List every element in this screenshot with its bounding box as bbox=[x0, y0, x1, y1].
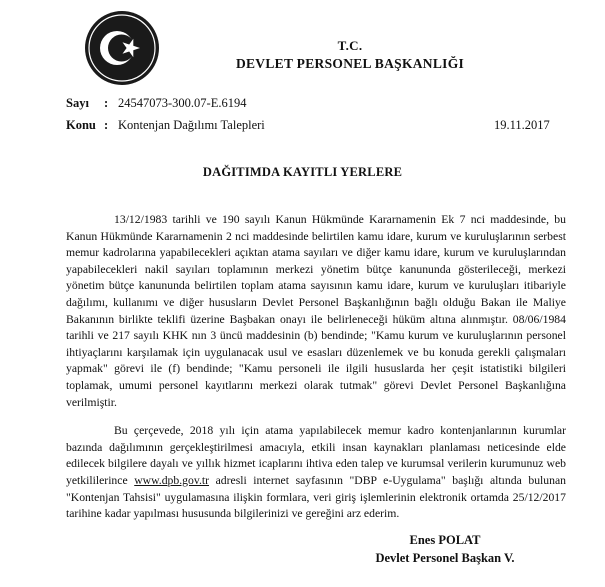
turkish-emblem-icon bbox=[84, 10, 160, 86]
signature-block bbox=[360, 531, 530, 567]
body-paragraph-1: 13/12/1983 tarihli ve 190 sayılı Kanun Hükmünde Kararnamenin Ek 7 nci maddesinde, bu Kanun Hükmünde Kararnamenin 2 nci maddesinde belirtilen kamu idare, kurum ve kuruluşlarının serbest memur kadrolarına yapabilecekleri açıktan atama sayıları ve diğer kamu idare, kurum ve kuruluşlarından yapabilecekleri nakil sayıları toplamının merkezi yönetim bütçe kanununda gösterileceği, merkezi yönetim bütçe kanununda belirtilen toplam atama sayısının kamu idare, kurum ve kuruluşları itibariyle dağılımı, kullanımı ve diğer hususların Devlet Personel Başkanlığının bağlı olduğu Bakan ile Maliye Bakanının birlikte teklifi üzerine Başbakan onayı ile belirleneceği hüküm altına alınmıştır. 08/06/1984 tarihli ve 217 sayılı KHK nın 3 üncü maddesinin (b) bendinde; "Kamu kurum ve kuruluşlarının personel ihtiyaçlarını karşılamak için uygulanacak usul ve esasları düzenlemek ve bu konuda gerekli çalışmaları yapmak" görevi ile (f) bendinde; "Kamu personeli ile ilgili hususlarda her çeşit istatistiki bilgileri toplamak, umumi personel kayıtlarını merkezi olarak tutmak" görevi Devlet Personel Başkanlığına verilmiştir. bbox=[66, 213, 566, 409]
tc-heading: T.C. bbox=[337, 38, 363, 53]
sayi-separator: : bbox=[104, 96, 109, 110]
document-date: 19.11.2017 bbox=[494, 118, 550, 132]
konu-row bbox=[66, 118, 265, 133]
letter-body bbox=[66, 212, 566, 523]
signatory-name: Enes POLAT bbox=[409, 533, 481, 547]
konu-value: Kontenjan Dağılımı Talepleri bbox=[118, 118, 265, 132]
sayi-row bbox=[66, 96, 246, 111]
paragraph-2-text-end: adresli internet sayfasının "DBP e-Uygulama" başlığı altında bulunan "Kontenjan Tahsisi" uygulamasına ilişkin formlara, veri giriş işlemlerinin elektronik ortamda 25/12/2017 tarihine kadar yapılması hususunda bilgilerinizi ve gereğini arz ederim. bbox=[66, 473, 567, 521]
konu-label: Konu bbox=[66, 118, 96, 132]
sayi-label: Sayı bbox=[66, 96, 89, 110]
recipients-heading: DAĞITIMDA KAYITLI YERLERE bbox=[202, 165, 403, 179]
konu-separator: : bbox=[104, 118, 109, 132]
sayi-value: 24547073-300.07-E.6194 bbox=[118, 96, 247, 110]
signatory-title: Devlet Personel Başkan V. bbox=[375, 551, 515, 565]
body-paragraph-2 bbox=[66, 423, 566, 523]
dpb-website-link[interactable]: www.dpb.gov.tr bbox=[134, 473, 210, 487]
letterhead bbox=[220, 38, 480, 72]
organization-heading: DEVLET PERSONEL BAŞKANLIĞI bbox=[235, 56, 465, 71]
paragraph-2-text-start: Bu çerçevede, 2018 yılı için atama yapılabilecek memur kadro kontenjanlarının kurumlar bazında dağılımının gerçekleştirilmesi amacıyla, etkili insan kaynakları planlaması neticesinde elde edilecek bilgilere dayalı ve yıllık hizmet icaplarını ihtiva eden talep ve kurumsal verilerin kurumunuz web yetkililerince bbox=[66, 424, 566, 487]
